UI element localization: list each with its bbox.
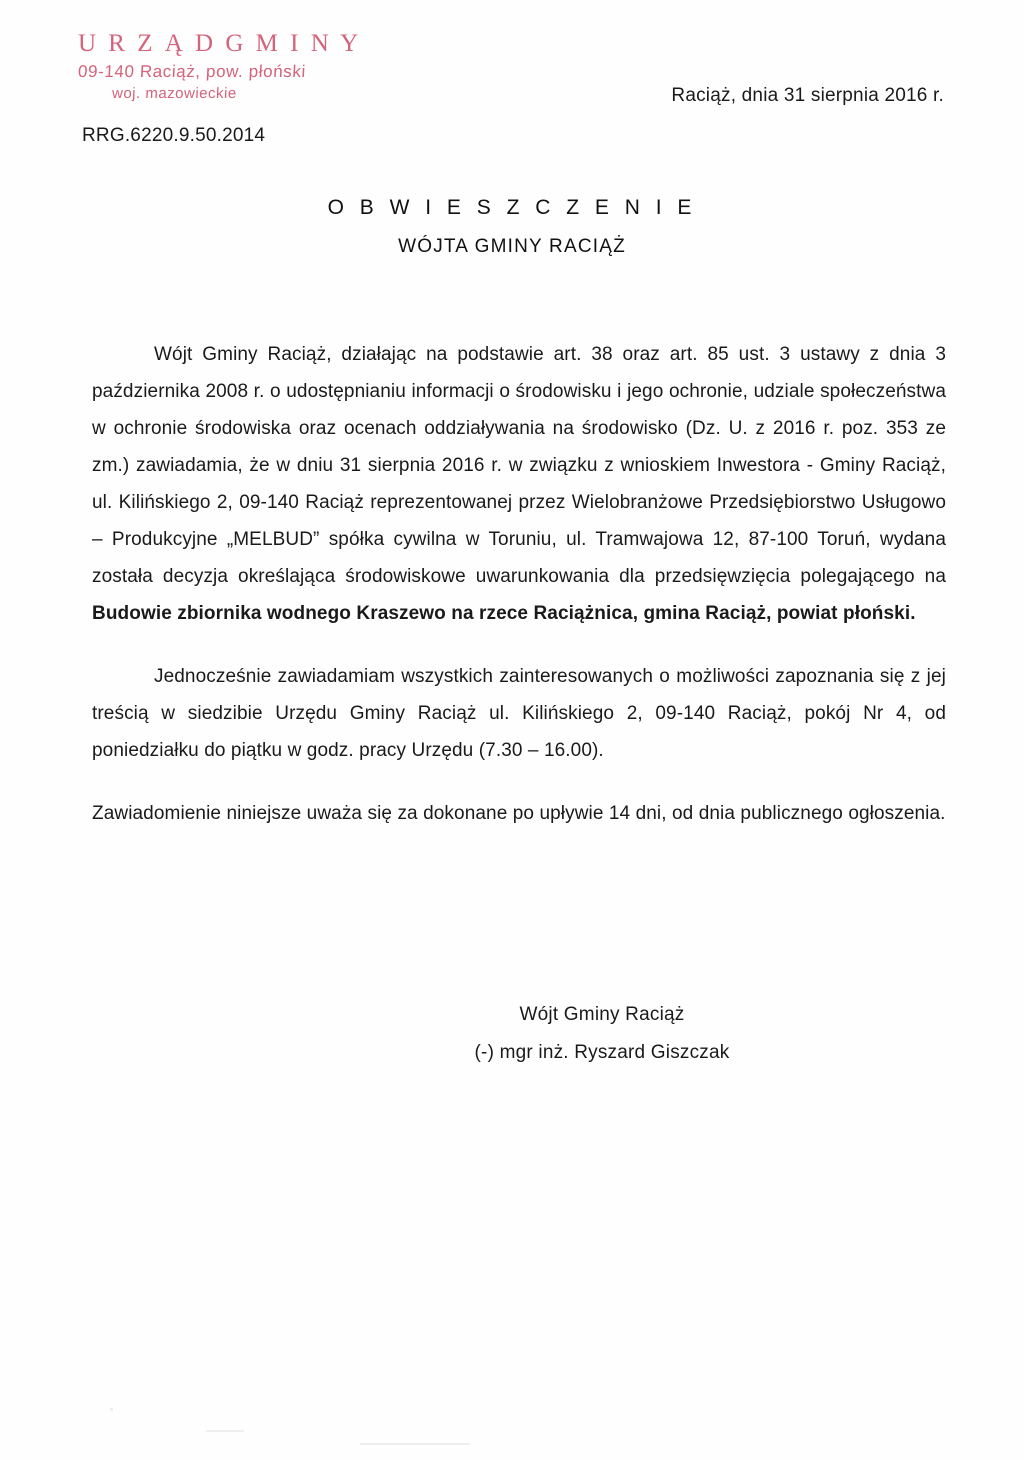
- paragraph-inspection: Jednocześnie zawiadamiam wszystkich zainteresowanych o możliwości zapoznania się z jej treścią w siedzibie Urzędu Gminy Raciąż ul. Kilińskiego 2, 09-140 Raciąż, pokój Nr 4, od poniedziałku do piątku w godz. pracy Urzędu (7.30 – 16.00).: [92, 666, 946, 761]
- stamp-voivodeship: woj. mazowieckie: [111, 84, 238, 102]
- title-block: [0, 196, 1024, 258]
- paragraph-notice-period: Zawiadomienie niniejsze uważa się za dokonane po upływie 14 dni, od dnia publicznego ogłoszenia.: [92, 803, 946, 824]
- scan-artifact: [206, 1430, 244, 1432]
- scan-artifact: [110, 1408, 113, 1411]
- reference-number: RRG.6220.9.50.2014: [82, 125, 266, 146]
- paragraph-announcement-project: Budowie zbiornika wodnego Kraszewo na rzece Raciążnica, gmina Raciąż, powiat płoński.: [92, 603, 916, 624]
- page-subtitle: WÓJTA GMINY RACIĄŻ: [398, 236, 626, 257]
- document-body: [92, 336, 946, 858]
- scan-artifact: [360, 1443, 470, 1445]
- paragraph-announcement-text: Wójt Gminy Raciąż, działając na podstawie art. 38 oraz art. 85 ust. 3 ustawy z dnia 3 października 2008 r. o udostępnianiu informacji o środowisku i jego ochronie, udziale społeczeństwa w ochronie środowiska oraz ocenach oddziaływania na środowisko (Dz. U. z 2016 r. poz. 353 ze zm.) zawiadamia, że w dniu 31 sierpnia 2016 r. w związku z wnioskiem Inwestora - Gminy Raciąż, ul. Kilińskiego 2, 09-140 Raciąż reprezentowanej przez Wielobranżowe Przedsiębiorstwo Usługowo – Produkcyjne „MELBUD” spółka cywilna w Toruniu, ul. Tramwajowa 12, 87-100 Toruń, wydana została decyzja określająca środowiskowe uwarunkowania dla przedsięwzięcia polegającego na: [92, 344, 946, 587]
- stamp-office-name: U R Z Ą D G M I N Y: [78, 30, 362, 57]
- office-stamp: [78, 28, 408, 103]
- place-and-date: Raciąż, dnia 31 sierpnia 2016 r.: [671, 85, 944, 106]
- signature-name: (-) mgr inż. Ryszard Giszczak: [474, 1042, 730, 1063]
- stamp-address: 09-140 Raciąż, pow. płoński: [77, 62, 307, 82]
- paragraph-announcement: [92, 336, 946, 632]
- page-title: O B W I E S Z C Z E N I E: [327, 196, 697, 219]
- signature-role: Wójt Gminy Raciąż: [519, 1004, 685, 1025]
- signature-block: [0, 996, 1024, 1072]
